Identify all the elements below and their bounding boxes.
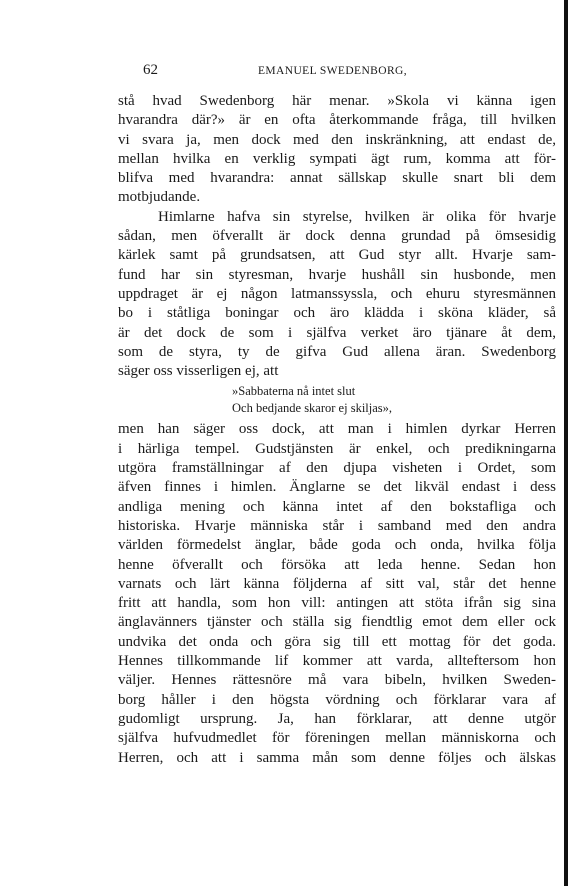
text-line: i härliga tempel. Gudstjänsten är enkel, och predikningarna xyxy=(118,440,556,457)
text-line: säger oss visserligen ej, att xyxy=(118,363,279,380)
text-line: mellan hvilka en verklig sympati ägt rum, komma att för- xyxy=(118,150,556,167)
verse-quote xyxy=(232,383,556,417)
text-line: änglavänners tjänster och ställa sig fiendtlig emot dem eller ock xyxy=(118,614,556,631)
text-line: fund har sin styresman, hvarje hushåll sin husbonde, men xyxy=(118,266,556,283)
text-line: världen förmedelst änglar, både goda och onda, hvilka följa xyxy=(118,537,556,554)
page-header xyxy=(0,62,568,82)
text-line: vi svara ja, men dock med den inskränkning, att endast de, xyxy=(118,131,556,148)
text-line: borg håller i den högsta vördning och förklarar vara af xyxy=(118,691,556,708)
text-line: henne öfverallt och försöka att leda henne. Sedan hon xyxy=(118,556,556,573)
text-line: stå hvad Swedenborg här menar. »Skola vi känna igen xyxy=(118,93,556,109)
verse-line: Och bedjande skaror ej skiljas», xyxy=(232,401,393,416)
text-line: kärlek samt på grundsatsen, att Gud styr allt. Hvarje sam- xyxy=(118,247,556,264)
text-line: hvarandra där?» är en ofta återkommande fråga, till hvilken xyxy=(118,112,556,129)
text-line: äfven finnes i himlen. Änglarne se det likväl endast i dess xyxy=(118,479,556,496)
text-line: Himlarne hafva sin styrelse, hvilken är olika för hvarje xyxy=(158,208,556,225)
text-line: historiska. Hvarje människa står i samband med den andra xyxy=(118,517,556,534)
text-line: motbjudande. xyxy=(118,189,201,206)
text-line: gudomligt ursprung. Ja, han förklarar, att denne utgör xyxy=(118,710,556,727)
body-text xyxy=(118,92,556,768)
text-line: bo i ståtliga boningar och äro klädda i sköna kläder, så xyxy=(118,305,556,322)
text-line: Hennes tillkommande lif kommer att varda, allteftersom hon xyxy=(118,653,556,670)
text-line: sådan, men öfverallt är dock denna grundad på ömsesidig xyxy=(118,228,556,245)
text-line: som de styra, ty de gifva Gud allena äran. Swedenborg xyxy=(118,343,556,360)
text-line: väljer. Hennes rättesnöre må vara bibeln, hvilken Sweden- xyxy=(118,672,556,689)
text-line: fritt att handla, som hon vill: antingen att stöta ifrån sig sina xyxy=(118,595,556,612)
text-line: Herren, och att i samma mån som denne följes och älskas xyxy=(118,749,556,766)
page-number: 62 xyxy=(143,62,158,78)
page-edge-border xyxy=(564,0,568,886)
running-title: EMANUEL SWEDENBORG, xyxy=(258,65,407,77)
text-line: men han säger oss dock, att man i himlen dyrkar Herren xyxy=(118,421,556,438)
text-line: är det dock de som i själfva verket äro tjänare åt dem, xyxy=(118,324,556,341)
text-line: själfva hufvudmedlet för föreningen mellan människorna och xyxy=(118,730,556,747)
text-line: varnats och lärt känna följderna af sitt val, står det henne xyxy=(118,575,556,592)
text-line: undvika det onda och göra sig till ett mottag för det goda. xyxy=(118,633,556,650)
text-line: blifva med hvarandra: annat sällskap skulle snart bli dem xyxy=(118,170,556,187)
text-line: andliga mening och känna intet af den bokstafliga och xyxy=(118,498,556,515)
text-line: utgöra framställningar af den djupa visheten i Ordet, som xyxy=(118,460,556,477)
text-line: uppdraget är ej någon latmanssyssla, och ehuru styresmännen xyxy=(118,285,556,302)
verse-line: »Sabbaterna nå intet slut xyxy=(232,384,356,399)
